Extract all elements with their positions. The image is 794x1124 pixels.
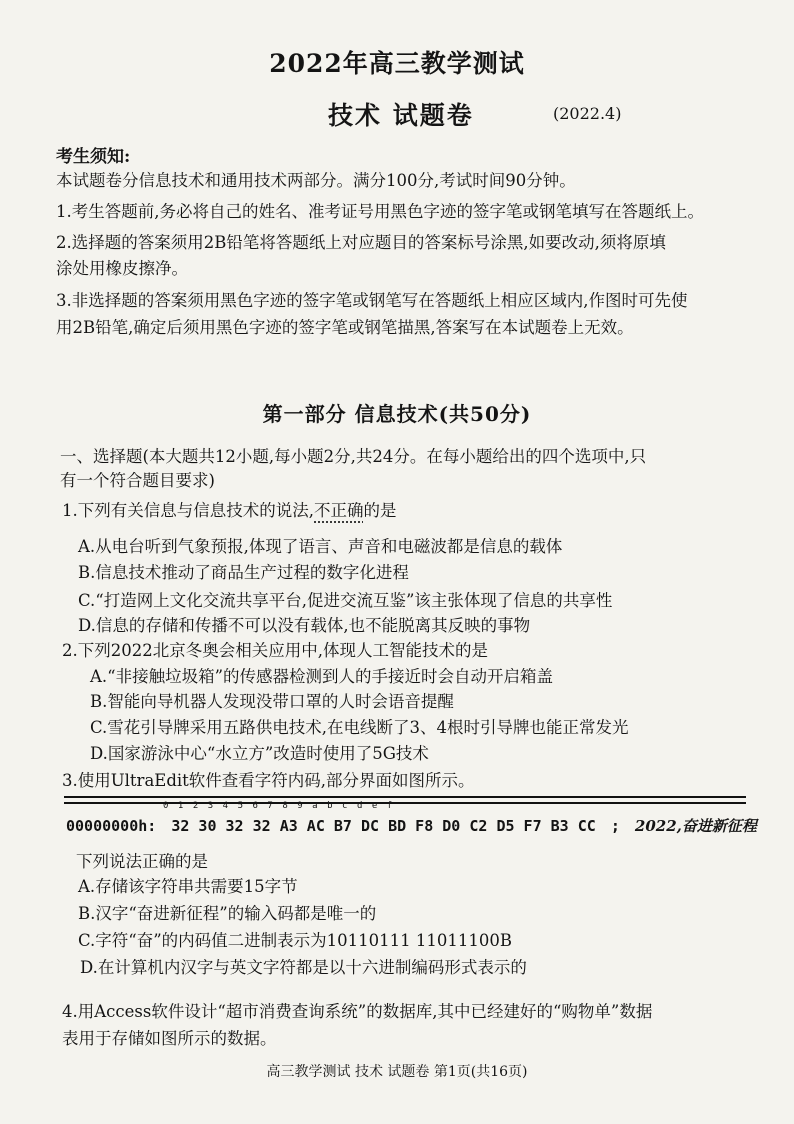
hex-text: 2022,奋进新征程 xyxy=(634,817,757,835)
q2-option-a: A.“非接触垃圾箱”的传感器检测到人的手接近时会自动开启箱盖 xyxy=(90,667,554,686)
q3-option-a: A.存储该字符串共需要15字节 xyxy=(78,877,298,896)
q1-option-d: D.信息的存储和传播不可以没有载体,也不能脱离其反映的事物 xyxy=(78,616,531,635)
exam-date: (2022.4) xyxy=(553,104,622,123)
hex-separator: ; xyxy=(610,817,620,835)
q2-stem: 2.下列2022北京冬奥会相关应用中,体现人工智能技术的是 xyxy=(62,641,488,660)
q3-stem: 3.使用UltraEdit软件查看字符内码,部分界面如图所示。 xyxy=(62,771,475,790)
notice-item-1: 1.考生答题前,务必将自己的姓名、准考证号用黑色字迹的签字笔或钢笔填写在答题纸上。 xyxy=(56,202,704,221)
section-title: 第一部分 信息技术(共50分) xyxy=(262,402,532,426)
q1-option-b: B.信息技术推动了商品生产过程的数字化进程 xyxy=(78,563,409,582)
q2-option-d: D.国家游泳中心“水立方”改造时使用了5G技术 xyxy=(90,744,429,763)
notice-heading: 考生须知: xyxy=(56,147,131,167)
q1-stem-before: 1.下列有关信息与信息技术的说法, xyxy=(62,501,314,520)
q4-stem-cont: 表用于存储如图所示的数据。 xyxy=(62,1029,277,1048)
notice-item-2: 2.选择题的答案须用2B铅笔将答题纸上对应题目的答案标号涂黑,如要改动,须将原填 xyxy=(56,233,666,252)
q4-stem: 4.用Access软件设计“超市消费查询系统”的数据库,其中已经建好的“购物单”数据 xyxy=(62,1002,653,1021)
q1-option-c: C.“打造网上文化交流共享平台,促进交流互鉴”该主张体现了信息的共享性 xyxy=(78,591,613,610)
section-instructions: 一、选择题(本大题共12小题,每小题2分,共24分。在每小题给出的四个选项中,只 xyxy=(60,447,647,466)
exam-subtitle: 技术 试题卷 xyxy=(328,101,474,130)
q3-option-b: B.汉字“奋进新征程”的输入码都是唯一的 xyxy=(78,904,377,923)
notice-item-3-cont: 用2B铅笔,确定后须用黑色字迹的签字笔或钢笔描黑,答案写在本试题卷上无效。 xyxy=(56,318,634,337)
hex-ruler-marks: 0123456789abcdef xyxy=(163,801,402,811)
hex-bytes: 32 30 32 32 A3 AC B7 DC BD F8 D0 C2 D5 F7 B3 CC xyxy=(171,817,596,835)
q1-stem-after: 的是 xyxy=(363,501,397,520)
hex-dump-line xyxy=(66,815,757,836)
q3-prompt: 下列说法正确的是 xyxy=(76,852,208,871)
notice-intro: 本试题卷分信息技术和通用技术两部分。满分100分,考试时间90分钟。 xyxy=(56,171,576,190)
notice-item-3: 3.非选择题的答案须用黑色字迹的签字笔或钢笔写在答题纸上相应区域内,作图时可先使 xyxy=(56,291,688,310)
notice-item-2-cont: 涂处用橡皮擦净。 xyxy=(56,259,188,278)
page-footer: 高三教学测试 技术 试题卷 第1页(共16页) xyxy=(266,1064,528,1080)
q1-stem-emphasis: 不正确 xyxy=(314,501,364,520)
q1-stem xyxy=(62,497,397,521)
q3-option-d: D.在计算机内汉字与英文字符都是以十六进制编码形式表示的 xyxy=(80,958,527,977)
exam-title: 2022年高三教学测试 xyxy=(269,49,525,78)
q2-option-b: B.智能向导机器人发现没带口罩的人时会语音提醒 xyxy=(90,692,454,711)
q2-option-c: C.雪花引导牌采用五路供电技术,在电线断了3、4根时引导牌也能正常发光 xyxy=(90,718,629,737)
q1-option-a: A.从电台听到气象预报,体现了语言、声音和电磁波都是信息的载体 xyxy=(78,537,563,556)
section-instructions-cont: 有一个符合题目要求) xyxy=(60,471,215,490)
q3-option-c: C.字符“奋”的内码值二进制表示为10110111 11011100B xyxy=(78,931,512,950)
hex-address: 00000000h: xyxy=(66,817,157,835)
